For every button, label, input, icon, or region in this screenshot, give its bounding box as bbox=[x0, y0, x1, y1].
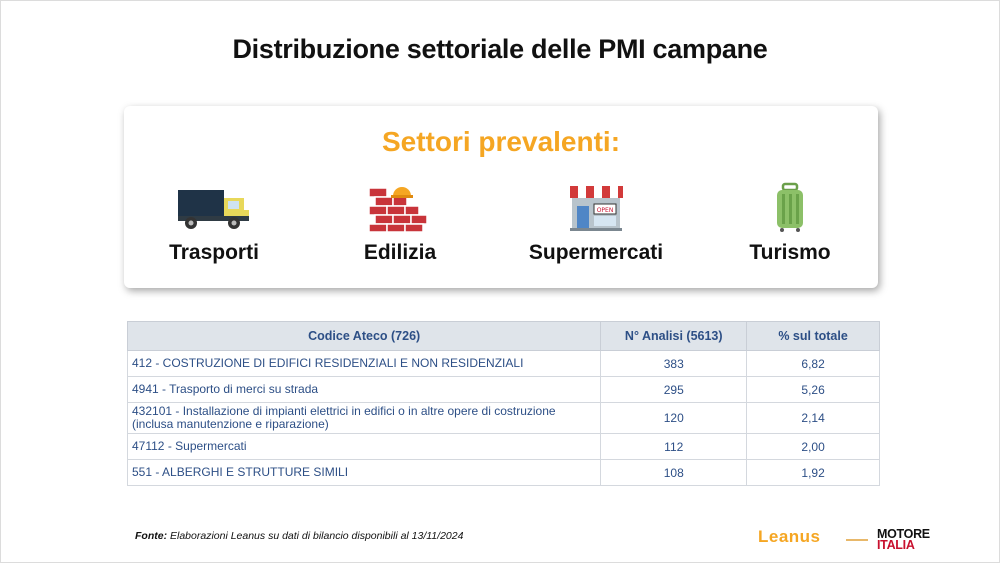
cell-percent: 5,26 bbox=[747, 377, 880, 403]
sector-label: Turismo bbox=[749, 241, 831, 264]
suitcase-icon bbox=[700, 182, 880, 232]
cell-code: 432101 - Installazione di impianti elettrici in edifici o in altre opere di costruzione (inclusa manutenzione e riparazione) bbox=[128, 403, 601, 434]
column-header-code: Codice Ateco (726) bbox=[128, 322, 601, 351]
cell-percent: 2,14 bbox=[747, 403, 880, 434]
table-row bbox=[128, 351, 880, 377]
table-row bbox=[128, 434, 880, 460]
sectors-card bbox=[124, 106, 878, 288]
sector-label: Trasporti bbox=[169, 241, 259, 264]
sector-label: Supermercati bbox=[528, 241, 664, 264]
store-icon bbox=[506, 182, 686, 232]
table-row bbox=[128, 403, 880, 434]
sector-label: Edilizia bbox=[363, 241, 437, 264]
column-header-percent: % sul totale bbox=[747, 322, 880, 351]
source-label: Fonte: bbox=[135, 530, 168, 542]
source-note bbox=[135, 530, 463, 542]
motore-italia-logo bbox=[877, 529, 930, 551]
sector-supermercati bbox=[506, 182, 686, 265]
leanus-logo: Leanus bbox=[758, 527, 821, 546]
brick-wall-icon bbox=[310, 182, 490, 232]
sector-trasporti bbox=[124, 182, 304, 265]
cell-count: 108 bbox=[601, 460, 747, 486]
cell-code: 412 - COSTRUZIONE DI EDIFICI RESIDENZIALI E NON RESIDENZIALI bbox=[128, 351, 601, 377]
cell-count: 112 bbox=[601, 434, 747, 460]
table-header-row bbox=[128, 322, 880, 351]
column-header-count: N° Analisi (5613) bbox=[601, 322, 747, 351]
svg-text:OPEN: OPEN bbox=[596, 207, 614, 214]
cell-code: 4941 - Trasporto di merci su strada bbox=[128, 377, 601, 403]
cell-count: 295 bbox=[601, 377, 747, 403]
cell-percent: 1,92 bbox=[747, 460, 880, 486]
sector-edilizia bbox=[310, 182, 490, 265]
truck-icon bbox=[124, 182, 304, 232]
ateco-table bbox=[127, 321, 880, 486]
source-text: Elaborazioni Leanus su dati di bilancio disponibili al 13/11/2024 bbox=[170, 530, 464, 542]
motore-logo-line2: ITALIA bbox=[877, 538, 915, 552]
cell-percent: 6,82 bbox=[747, 351, 880, 377]
sector-turismo bbox=[700, 182, 880, 265]
logo-divider bbox=[846, 539, 868, 541]
cell-percent: 2,00 bbox=[747, 434, 880, 460]
cell-code: 551 - ALBERGHI E STRUTTURE SIMILI bbox=[128, 460, 601, 486]
cell-code: 47112 - Supermercati bbox=[128, 434, 601, 460]
table-row bbox=[128, 377, 880, 403]
table-row bbox=[128, 460, 880, 486]
sectors-heading: Settori prevalenti: bbox=[381, 126, 621, 157]
cell-count: 120 bbox=[601, 403, 747, 434]
cell-count: 383 bbox=[601, 351, 747, 377]
motore-logo-line1: MOTORE bbox=[877, 527, 930, 541]
page-title: Distribuzione settoriale delle PMI campane bbox=[232, 34, 768, 64]
